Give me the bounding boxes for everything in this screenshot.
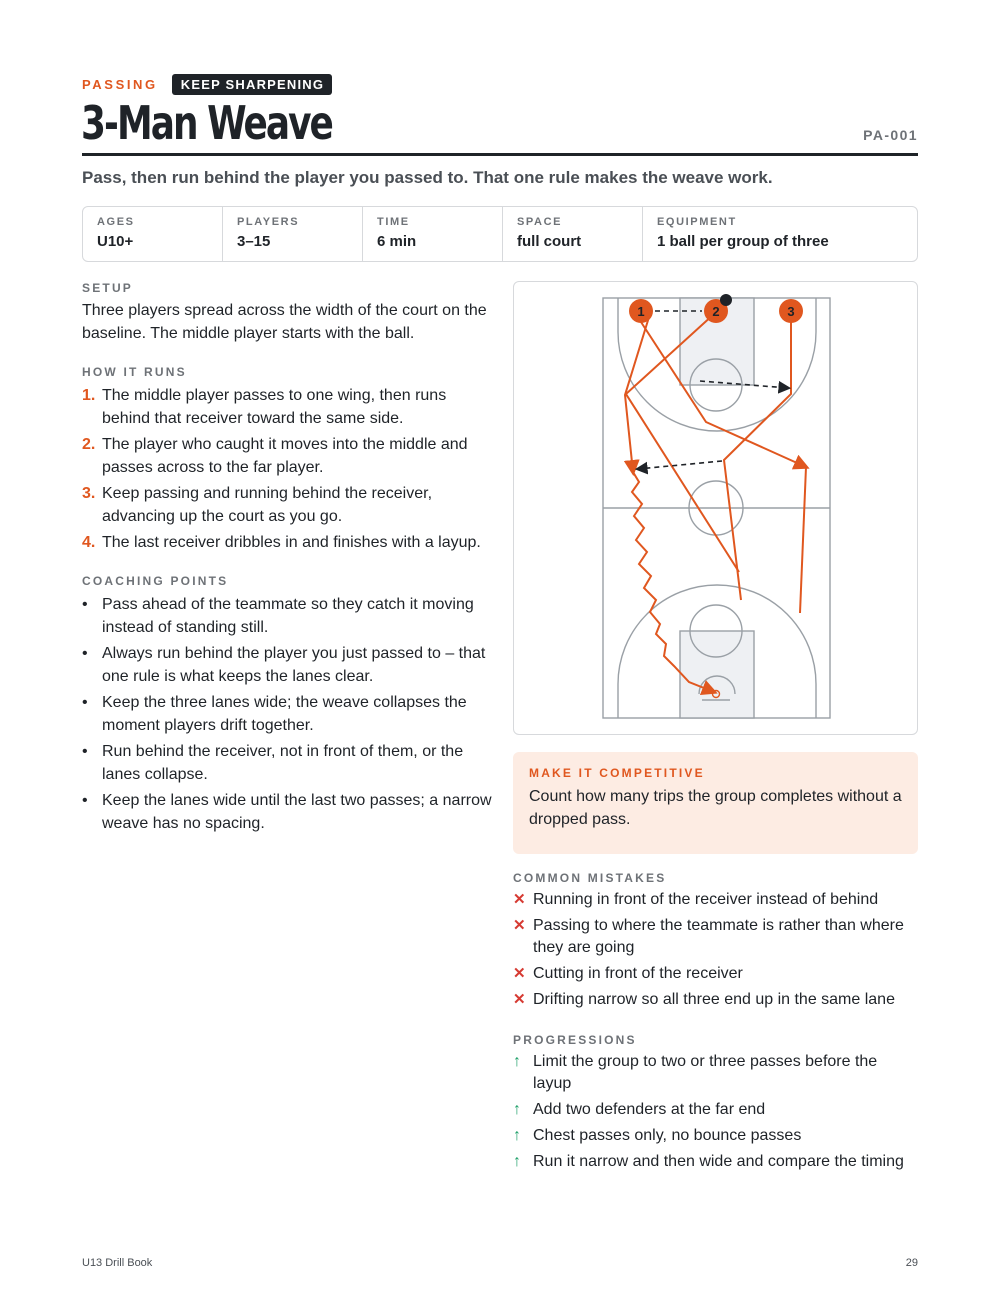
arrow-up-icon: ↑: [513, 1101, 521, 1118]
fact-label: AGES: [97, 216, 135, 228]
court-diagram: [513, 281, 918, 735]
progression-text: Run it narrow and then wide and compare the timing: [533, 1153, 904, 1170]
tagline: Pass, then run behind the player you passed to. That one rule makes the weave work.: [82, 168, 773, 187]
step-number: 2.: [82, 436, 96, 453]
fact-label: PLAYERS: [237, 216, 300, 228]
list-item: [82, 691, 492, 737]
competitive-label: MAKE IT COMPETITIVE: [529, 766, 705, 780]
point-text: Always run behind the player you just passed to – that one rule is what keeps the lanes clear.: [102, 645, 486, 685]
common-mistakes-label: COMMON MISTAKES: [513, 871, 667, 885]
progressions-label: PROGRESSIONS: [513, 1033, 637, 1047]
player-1-label: 1: [637, 304, 645, 319]
setup-text: Three players spread across the width of the court on the baseline. The middle player starts with the ball.: [82, 302, 487, 342]
list-item: [82, 642, 492, 688]
bullet-icon: •: [82, 792, 88, 809]
progression-text: Add two defenders at the far end: [533, 1101, 766, 1118]
x-icon: ✕: [513, 917, 526, 934]
mistake-text: Running in front of the receiver instead of behind: [533, 891, 879, 908]
x-icon: ✕: [513, 891, 526, 908]
footer-page-number: 29: [905, 1257, 918, 1269]
fact-label: SPACE: [517, 216, 563, 228]
drill-header-tags: [82, 74, 332, 95]
point-text: Run behind the receiver, not in front of them, or the lanes collapse.: [102, 743, 464, 783]
list-item: [82, 740, 492, 786]
page-title: 3-Man Weave: [81, 96, 332, 150]
fact-value: U10+: [97, 233, 134, 250]
list-item: [513, 1051, 918, 1095]
fact-time: [363, 207, 503, 261]
fact-players: [223, 207, 363, 261]
competitive-callout: [513, 752, 918, 854]
mistake-text: Cutting in front of the receiver: [533, 965, 743, 982]
list-item: [513, 889, 918, 911]
bullet-icon: •: [82, 645, 88, 662]
list-item: [513, 1099, 918, 1121]
title-divider: [82, 153, 918, 156]
step-text: The last receiver dribbles in and finishes with a layup.: [102, 534, 481, 551]
fact-equipment: [643, 207, 917, 261]
list-item: [513, 963, 918, 985]
player-2-label: 2: [712, 304, 720, 319]
common-mistakes-list: [513, 889, 918, 1011]
progression-text: Chest passes only, no bounce passes: [533, 1127, 802, 1144]
right-column: [513, 871, 918, 1177]
mistake-text: Drifting narrow so all three end up in the same lane: [533, 991, 895, 1008]
step-text: The middle player passes to one wing, then runs behind that receiver toward the same side.: [102, 387, 447, 427]
step-number: 3.: [82, 485, 96, 502]
coaching-points-list: [82, 593, 492, 835]
list-item: [513, 915, 918, 959]
player-3-label: 3: [787, 304, 795, 319]
list-item: [82, 482, 492, 528]
steps-list: [82, 384, 492, 554]
list-item: [513, 1151, 918, 1173]
list-item: [82, 789, 492, 835]
fact-value: 3–15: [237, 233, 271, 250]
arrow-up-icon: ↑: [513, 1153, 521, 1170]
progressions-list: [513, 1051, 918, 1173]
fact-ages: [83, 207, 223, 261]
point-text: Pass ahead of the teammate so they catch it moving instead of standing still.: [102, 596, 474, 636]
left-column: [82, 281, 492, 838]
fact-label: TIME: [377, 216, 410, 228]
mistake-text: Passing to where the teammate is rather than where they are going: [533, 917, 904, 956]
status-badge: KEEP SHARPENING: [172, 74, 332, 95]
progression-text: Limit the group to two or three passes before the layup: [533, 1053, 878, 1092]
list-item: [82, 531, 492, 554]
ball-icon: [720, 294, 732, 306]
how-it-runs-label: HOW IT RUNS: [82, 365, 187, 379]
footer-book-title: U13 Drill Book: [82, 1257, 153, 1269]
bullet-icon: •: [82, 596, 88, 613]
list-item: [513, 989, 918, 1011]
player-3-lane: [800, 467, 806, 613]
step-text: Keep passing and running behind the receiver, advancing up the court as you go.: [102, 485, 433, 525]
step-text: The player who caught it moves into the middle and passes across to the far player.: [102, 436, 468, 476]
fact-value: full court: [517, 233, 582, 250]
step-number: 4.: [82, 534, 96, 551]
bullet-icon: •: [82, 743, 88, 760]
setup-label: SETUP: [82, 281, 134, 295]
x-icon: ✕: [513, 991, 526, 1008]
category-label: PASSING: [82, 77, 158, 92]
fact-label: EQUIPMENT: [657, 216, 737, 228]
arrow-up-icon: ↑: [513, 1127, 521, 1144]
pass-3: [638, 461, 722, 469]
list-item: [513, 1125, 918, 1147]
coaching-points-label: COACHING POINTS: [82, 574, 229, 588]
bullet-icon: •: [82, 694, 88, 711]
competitive-text: Count how many trips the group completes without a dropped pass.: [529, 788, 902, 828]
bottom-paint: [680, 631, 754, 718]
point-text: Keep the three lanes wide; the weave collapses the moment players drift together.: [102, 694, 467, 734]
list-item: [82, 433, 492, 479]
fact-value: 6 min: [377, 233, 417, 250]
facts-bar: [82, 206, 918, 262]
drill-code: PA-001: [863, 127, 918, 143]
court-svg: [514, 282, 917, 734]
x-icon: ✕: [513, 965, 526, 982]
court-lines: [603, 298, 830, 718]
point-text: Keep the lanes wide until the last two passes; a narrow weave has no spacing.: [102, 792, 492, 832]
fact-value: 1 ball per group of three: [657, 233, 829, 250]
arrow-up-icon: ↑: [513, 1053, 521, 1070]
fact-space: [503, 207, 643, 261]
list-item: [82, 384, 492, 430]
list-item: [82, 593, 492, 639]
step-number: 1.: [82, 387, 96, 404]
